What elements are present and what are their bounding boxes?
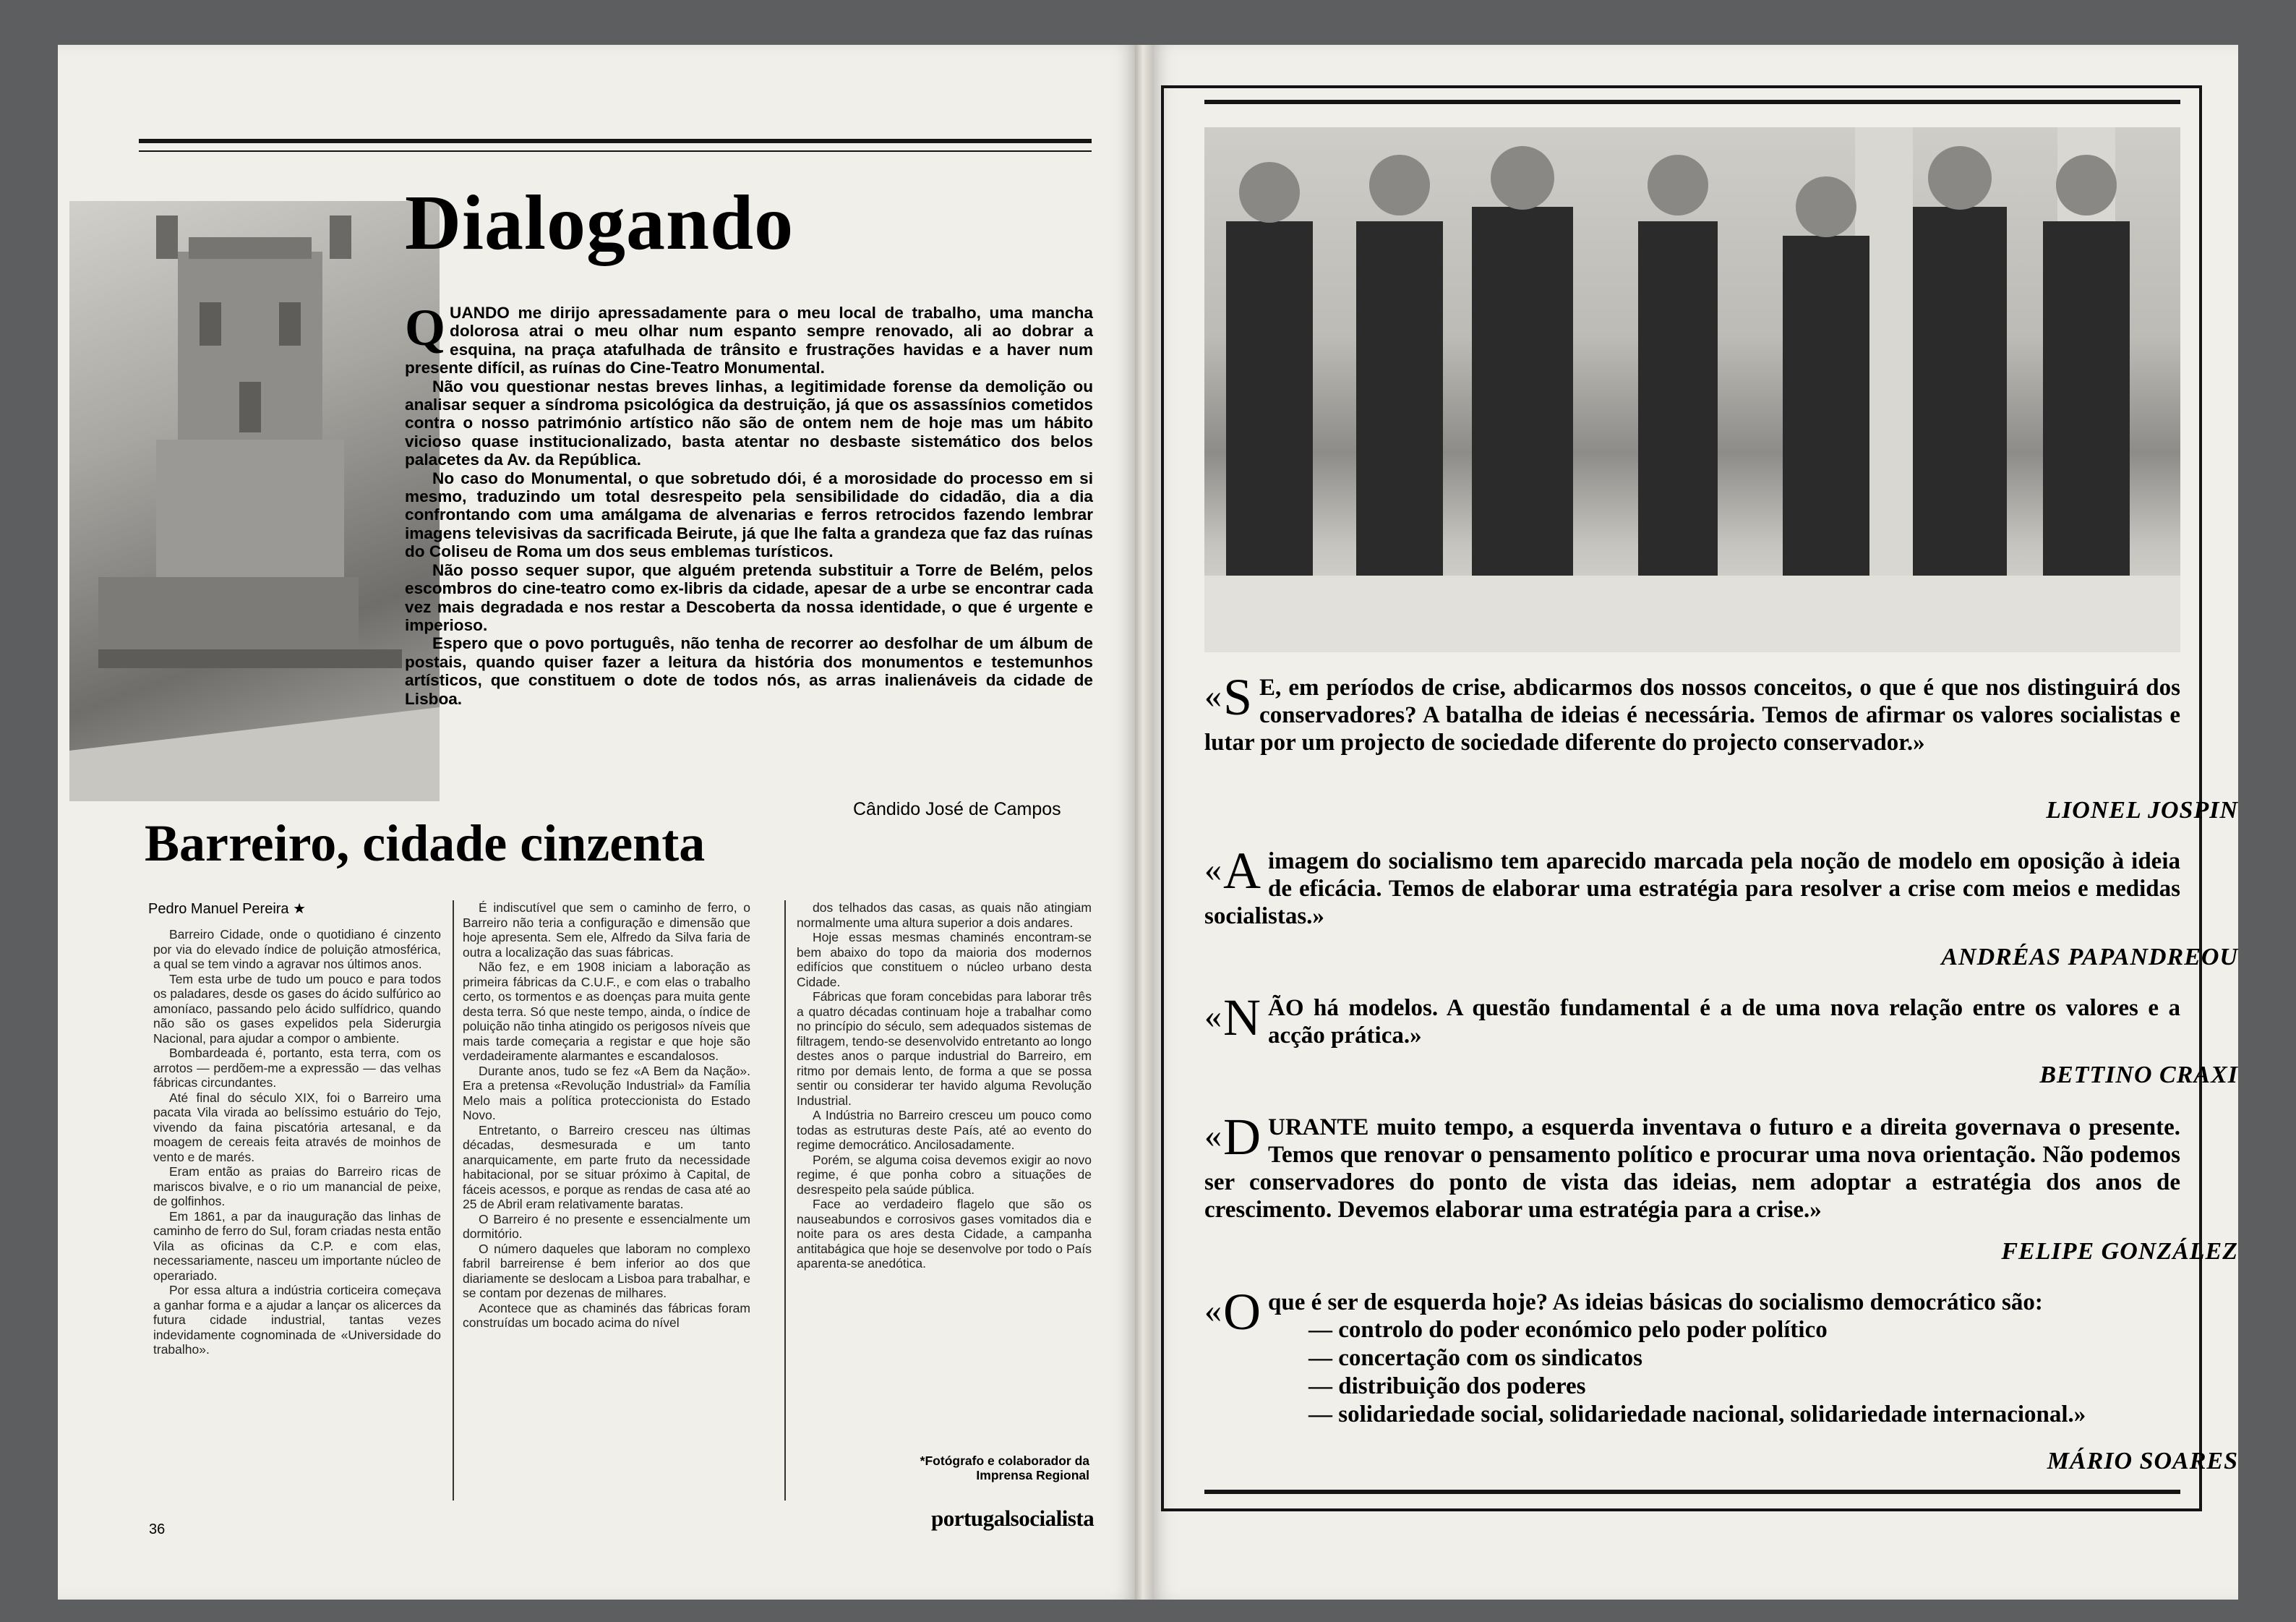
- column-divider: [453, 900, 454, 1501]
- quote-jospin: [1204, 668, 2180, 756]
- speaker-craxi: BETTINO CRAXI: [2039, 1062, 2238, 1088]
- quote-text: URANTE muito tempo, a esquerda inventava o futuro e a direita governava o presente. Temos que renovar o pensamento político e procurar uma nova orientação. Não podemos ser conservadores do ponto de vista das ideias, nem adoptar a estratégia dos anos de crescimento. Devemos elaborar uma estratégia para a crise.»: [1204, 1114, 2180, 1223]
- torre-de-belem-photo: [69, 201, 440, 801]
- torre-illustration: [69, 201, 440, 801]
- masthead-logo: portugalsocialista: [931, 1506, 1095, 1531]
- top-rule-thin: [139, 150, 1092, 152]
- guillemet: «: [1204, 1292, 1222, 1330]
- book-gutter: [1135, 45, 1152, 1600]
- frame-top-rule: [1204, 100, 2180, 104]
- list-item: — concertação com os sindicatos: [1308, 1344, 2086, 1373]
- quote-initial: A: [1223, 842, 1261, 900]
- speaker-papandreou: ANDRÉAS PAPANDREOU: [1941, 944, 2238, 970]
- socialism-principles-list: [1308, 1316, 2086, 1429]
- column-paragraph: Eram então as praias do Barreiro ricas de mariscos bivalve, e o rio um manancial de peixe, de golfinhos.: [153, 1164, 441, 1208]
- list-item: — distribuição dos poderes: [1308, 1373, 2086, 1401]
- quote-papandreou: [1204, 842, 2180, 930]
- column-paragraph: Entretanto, o Barreiro cresceu nas últimas décadas, desmesurada e um tanto anarquicamente, em parte fruto da necessidade habitacional, por se situar próximo à Capital, de fáceis acessos, e porque as rendas de casa até ao 25 de Abril eram relativamente baratas.: [463, 1122, 750, 1211]
- speaker-gonzalez: FELIPE GONZÁLEZ: [2001, 1238, 2238, 1265]
- dialogando-author: Cândido José de Campos: [853, 799, 1061, 819]
- quote-initial: S: [1223, 668, 1253, 726]
- photographer-credit: [864, 1454, 1089, 1482]
- column-paragraph: Face ao verdadeiro flagelo que são os nauseabundos e corrosivos gases vomitados dia e noite para os ares desta Cidade, a campanha antitabágica que hoje se desenvolve por todo o País aparenta-se anedótica.: [797, 1197, 1092, 1271]
- guillemet: «: [1204, 677, 1222, 715]
- page-number: 36: [149, 1521, 166, 1537]
- guillemet: «: [1204, 1117, 1222, 1155]
- column-paragraph: Bombardeada é, portanto, esta terra, com os arrotos — perdõem-me a expressão — das velhas fábricas circundantes.: [153, 1046, 441, 1090]
- dialogando-paragraph: No caso do Monumental, o que sobretudo dói, é a morosidade do processo em si mesmo, traduzindo um total desrespeito pela sensibilidade do cidadão, dia a dia confrontando com uma amálgama de alvenarias e ferros retrocidos fazendo lembrar imagens televisivas da sacrificada Beirute, já que lhe falta a grandeza que faz das ruínas do Coliseu de Roma um dos seus emblemas turísticos.: [405, 469, 1093, 561]
- column-paragraph: Acontece que as chaminés das fábricas foram construídas um bocado acima do nível: [463, 1300, 750, 1330]
- column-paragraph: O Barreiro é no presente e essencialmente um dormitório.: [463, 1211, 750, 1241]
- column-paragraph: Tem esta urbe de tudo um pouco e para todos os paladares, desde os gases do ácido sulfúrico ao amoníaco, passando pelo ácido sulfídrico, quando não são os gases expelidos pela Siderurgia Nacional, para ajudar a compor o ambiente.: [153, 971, 441, 1046]
- barreiro-byline: Pedro Manuel Pereira ★: [148, 901, 307, 917]
- column-paragraph: O número daqueles que laboram no complexo fabril barreirense é bem inferior ao dos que diariamente se deslocam a Lisboa para trabalhar, e se contam por dezenas de milhares.: [463, 1241, 750, 1300]
- quote-text: que é ser de esquerda hoje? As ideias básicas do socialismo democrático são:: [1268, 1289, 2043, 1315]
- quote-text: E, em períodos de crise, abdicarmos dos nossos conceitos, o que é que nos distinguirá dos conservadores? A batalha de ideias é necessária. Temos de afirmar os valores socialistas e lutar por um projecto de sociedade diferente do projecto conservador.»: [1204, 675, 2180, 756]
- speaker-jospin: LIONEL JOSPIN: [2046, 797, 2238, 824]
- column-paragraph: A Indústria no Barreiro cresceu um pouco como todas as estruturas deste País, até ao evento do regime democrático. Ancilosadamente.: [797, 1108, 1092, 1152]
- column-paragraph: Por essa altura a indústria corticeira começava a ganhar forma e a ajudar a lançar os alicerces da futura cidade industrial, tantas vezes indevidamente cognominada de «Universidade do trabalho».: [153, 1283, 441, 1357]
- credit-line: *Fotógrafo e colaborador da: [920, 1454, 1089, 1468]
- list-item: — controlo do poder económico pelo poder político: [1308, 1316, 2086, 1344]
- top-rule-thick: [139, 139, 1092, 143]
- column-paragraph: Até final do século XIX, foi o Barreiro uma pacata Vila virada ao belíssimo estuário do Tejo, vivendo da faina piscatória artesanal, e da moagem de cereais feita através de moinhos de vento e de marés.: [153, 1090, 441, 1164]
- column-paragraph: Não fez, e em 1908 iniciam a laboração as primeira fábricas da C.U.F., e com elas o trabalho certo, os tormentos e as doenças para muita gente desta terra. Só que neste tempo, ainda, o índice de poluição não tinha atingido os perigosos níveis que mais tarde começaria a registar e que hoje são verdadeiramente alarmantes e escandalosos.: [463, 960, 750, 1063]
- dropcap-q: Q: [405, 299, 446, 357]
- speaker-soares: MÁRIO SOARES: [2047, 1448, 2238, 1474]
- quote-initial: D: [1223, 1108, 1261, 1166]
- credit-line: Imprensa Regional: [976, 1468, 1089, 1482]
- column-paragraph: Em 1861, a par da inauguração das linhas de caminho de ferro do Sul, foram criadas nesta então Vila as oficinas da C.P. e com elas, necessariamente, nasceu um importante núcleo de operariado.: [153, 1208, 441, 1283]
- column-paragraph: dos telhados das casas, as quais não atingiam normalmente uma altura superior a dois andares.: [797, 900, 1092, 930]
- dialogando-paragraph: QUANDO me dirijo apressadamente para o meu local de trabalho, uma mancha dolorosa atrai o meu olhar num espanto sempre renovado, ali ao dobrar a esquina, na praça atafulhada de trânsito e frustrações havidas e a haver num presente difícil, as ruínas do Cine-Teatro Monumental.: [405, 299, 1093, 377]
- column-paragraph: Durante anos, tudo se fez «A Bem da Nação». Era a pretensa «Revolução Industrial» da Família Melo mais a política proteccionista do Estado Novo.: [463, 1063, 750, 1122]
- column-paragraph: Porém, se alguma coisa devemos exigir ao novo regime, é que ponha cobro a situações de desrespeito pela saúde pública.: [797, 1152, 1092, 1197]
- quote-craxi: [1204, 989, 2180, 1049]
- quote-text: imagem do socialismo tem aparecido marcada pela noção de modelo em oposição à ideia de eficácia. Temos de elaborar uma estratégia para resolver a crise com meios e medidas socialistas.»: [1204, 848, 2180, 929]
- column-paragraph: É indiscutível que sem o caminho de ferro, o Barreiro não teria a configuração e dimensão que hoje apresenta. Sem ele, Alfredo da Silva faria de outra a localização das suas fábricas.: [463, 900, 750, 960]
- frame-bottom-rule: [1204, 1490, 2180, 1494]
- barreiro-column-1: [153, 927, 441, 1357]
- quote-text: ÃO há modelos. A questão fundamental é a de uma nova relação entre os valores e a acção prática.»: [1268, 995, 2180, 1049]
- column-paragraph: Fábricas que foram concebidas para laborar três a quatro décadas continuam hoje a trabalhar como no princípio do século, sem adequados sistemas de filtragem, tendo-se desenvolvido entretanto ao longo destes anos o parque industrial do Barreiro, em ritmo por demais lento, de forma a que se possa sentir ou considerar ter havido alguma Revolução Industrial.: [797, 989, 1092, 1108]
- barreiro-column-3: [797, 900, 1092, 1271]
- dialogando-paragraph: Espero que o povo português, não tenha de recorrer ao desfolhar de um álbum de postais, quando quiser fazer a leitura da história dos monumentos e testemunhos artísticos, que constituem o dote de todos nós, as arras inalienáveis da cidade de Lisboa.: [405, 634, 1093, 708]
- quote-initial: N: [1223, 989, 1261, 1046]
- guillemet: «: [1204, 997, 1222, 1036]
- quote-gonzalez: [1204, 1108, 2180, 1224]
- column-paragraph: Barreiro Cidade, onde o quotidiano é cinzento por via do elevado índice de poluição atmosférica, a qual se tem vindo a agravar nos últimos anos.: [153, 927, 441, 971]
- quote-initial: O: [1223, 1283, 1261, 1341]
- column-paragraph: Hoje essas mesmas chaminés encontram-se bem abaixo do topo da maioria dos modernos edifícios que constituem o núcleo urbano desta Cidade.: [797, 930, 1092, 989]
- dialogando-title: Dialogando: [405, 180, 794, 266]
- dialogando-paragraph: Não vou questionar nestas breves linhas, a legitimidade forense da demolição ou analisar sequer a síndroma psicológica da destruição, já que os assassínios cometidos contra o nosso património artístico não são de ontem nem de hoje mas um hábito vicioso quase institucionalizado, basta atentar no desbaste sistemático dos belos palacetes da Av. da República.: [405, 377, 1093, 469]
- barreiro-column-2: [463, 900, 750, 1331]
- socialist-leaders-photo: [1204, 127, 2180, 652]
- barreiro-title: Barreiro, cidade cinzenta: [145, 814, 706, 872]
- guillemet: «: [1204, 850, 1222, 889]
- leaders-illustration: [1204, 127, 2180, 652]
- column-divider: [784, 900, 786, 1501]
- dialogando-paragraph: Não posso sequer supor, que alguém pretenda substituir a Torre de Belém, pelos escombros do cine-teatro como ex-libris da cidade, apesar de a urbe se encontrar cada vez mais degradada e nos restar a Descoberta da nossa identidade, o que é urgente e imperioso.: [405, 560, 1093, 634]
- dialogando-article: [405, 299, 1093, 708]
- list-item: — solidariedade social, solidariedade nacional, solidariedade internacional.»: [1308, 1401, 2086, 1429]
